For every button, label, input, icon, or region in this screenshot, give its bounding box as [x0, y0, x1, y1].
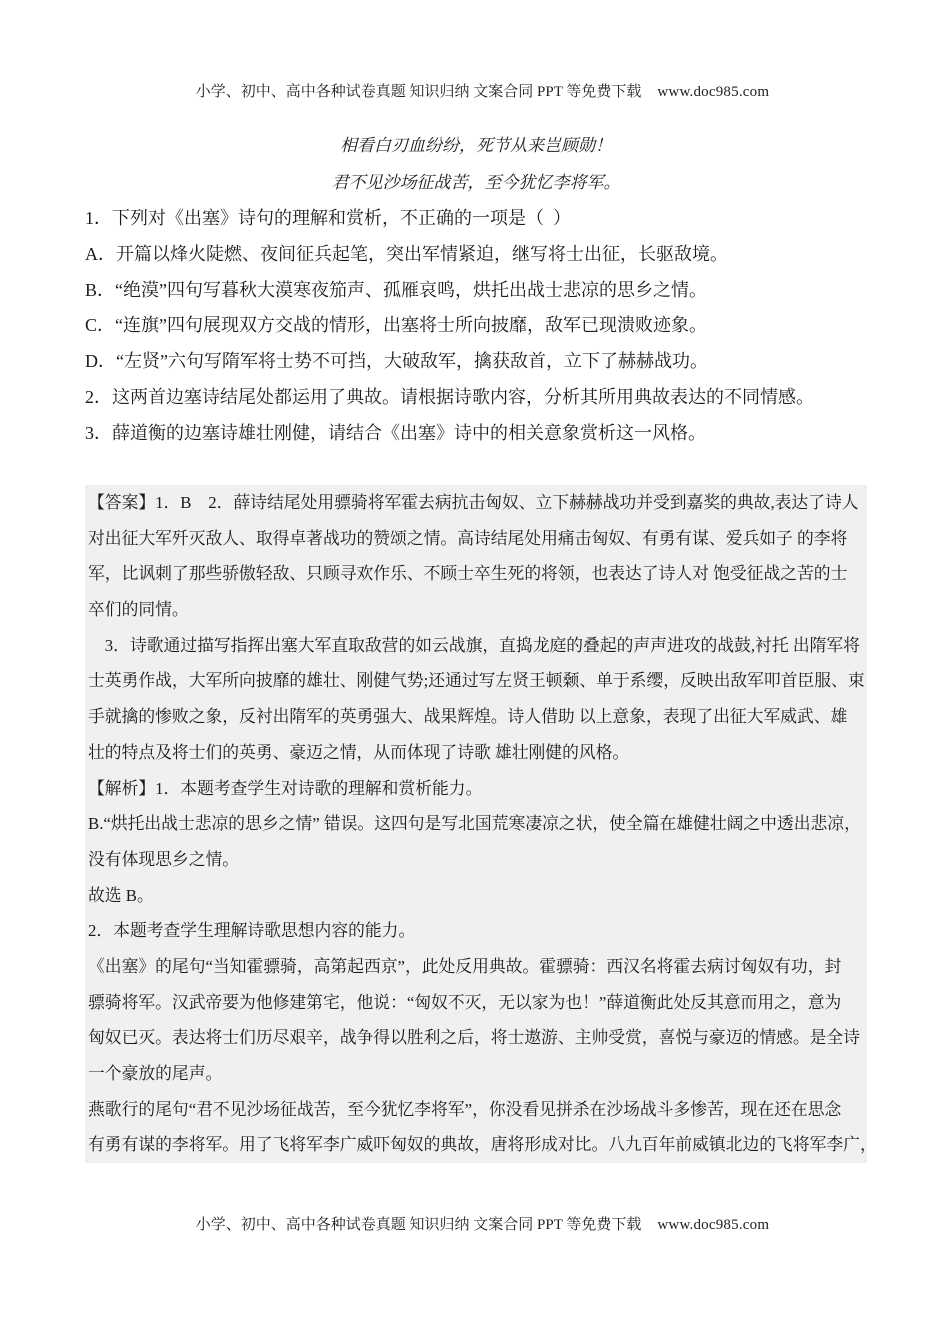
answer-line: 手就擒的惨败之象，反衬出隋军的英勇强大、战果辉煌。诗人借助 以上意象，表现了出征大军威武、雄	[88, 707, 848, 727]
answer-line: 《出塞》的尾句“当知霍骠骑，高第起西京”，此处反用典故。霍骠骑：西汉名将霍去病讨匈奴有功，封	[88, 956, 842, 976]
question-3: 3．薛道衡的边塞诗雄壮刚健，请结合《出塞》诗中的相关意象赏析这一风格。	[85, 422, 706, 443]
page-footer	[0, 1196, 950, 1251]
header-promo-text: 小学、初中、高中各种试卷真题 知识归纳 文案合同 PPT 等免费下载	[195, 84, 642, 100]
answer-line: 故选 B。	[88, 885, 154, 905]
question-1-option: B．“绝漠”四句写暮秋大漠寒夜笳声、孤雁哀鸣，烘托出战士悲凉的思乡之情。	[85, 279, 707, 300]
answer-line: 3．诗歌通过描写指挥出塞大军直取敌营的如云战旗，直捣龙庭的叠起的声声进攻的战鼓,衬托 出隋军将	[88, 635, 860, 655]
answer-line: 没有体现思乡之情。	[88, 849, 240, 869]
answer-line: 【答案】1．B 2．薛诗结尾处用骠骑将军霍去病抗击匈奴、立下赫赫战功并受到嘉奖的典故,表达了诗人	[88, 493, 859, 512]
question-1-option: A．开篇以烽火陡燃、夜间征兵起笔，突出军情紧迫，继写将士出征，长驱敌境。	[85, 243, 728, 264]
answer-line: 军，比讽刺了那些骄傲轻敌、只顾寻欢作乐、不顾士卒生死的将领，也表达了诗人对 饱受征战之苦的士	[88, 564, 848, 584]
header-url[interactable]: www.doc985.com	[657, 84, 770, 100]
question-2: 2．这两首边塞诗结尾处都运用了典故。请根据诗歌内容，分析其所用典故表达的不同情感。	[85, 386, 814, 407]
answer-line: 匈奴已灭。表达将士们历尽艰辛，战争得以胜利之后，将士遨游、主帅受赏，喜悦与豪迈的情感。是全诗	[88, 1028, 860, 1048]
answer-block	[85, 485, 877, 1163]
poem-line: 君不见沙场征战苦，至今犹忆李将军。	[331, 172, 621, 192]
footer-url[interactable]: www.doc985.com	[657, 1217, 770, 1233]
question-section	[85, 128, 867, 452]
answer-line: 对出征大军歼灭敌人、取得卓著战功的赞颂之情。高诗结尾处用痛击匈奴、有勇有谋、爱兵如子 的李将	[88, 528, 848, 548]
answer-line: 2．本题考查学生理解诗歌思想内容的能力。	[88, 921, 416, 941]
question-1-options	[85, 237, 867, 380]
answer-line: B.“烘托出战士悲凉的思乡之情” 错误。这四句是写北国荒寒凄凉之状，使全篇在雄健壮阔之中透出悲凉，	[88, 814, 861, 834]
poem-lines	[85, 128, 867, 201]
answer-line: 一个豪放的尾声。	[88, 1064, 223, 1083]
poem-line: 相看白刃血纷纷，死节从来岂顾勋！	[340, 136, 612, 155]
answer-line: 有勇有谋的李将军。用了飞将军李广威吓匈奴的典故，唐将形成对比。八九百年前威镇北边的飞将军李广，	[88, 1135, 877, 1155]
question-1-option: C．“连旗”四句展现双方交战的情形，出塞将士所向披靡，敌军已现溃败迹象。	[85, 315, 707, 336]
answer-line: 卒们的同情。	[88, 600, 189, 620]
page-header	[0, 63, 950, 118]
question-1-stem: 1．下列对《出塞》诗句的理解和赏析，不正确的一项是（ ）	[85, 208, 571, 228]
footer-promo-text: 小学、初中、高中各种试卷真题 知识归纳 文案合同 PPT 等免费下载	[195, 1217, 642, 1233]
answer-line: 【解析】1．本题考查学生对诗歌的理解和赏析能力。	[88, 778, 483, 798]
answer-line: 燕歌行的尾句“君不见沙场征战苦，至今犹忆李将军”，你没看见拼杀在沙场战斗多惨苦，现在还在思念	[88, 1099, 842, 1119]
answer-line: 骠骑将军。汉武帝要为他修建第宅，他说：“匈奴不灭，无以家为也！”薛道衡此处反其意而用之，意为	[88, 992, 842, 1012]
answer-line: 壮的特点及将士们的英勇、豪迈之情，从而体现了诗歌 雄壮刚健的风格。	[88, 742, 630, 762]
question-1-option: D．“左贤”六句写隋军将士势不可挡，大破敌军，擒获敌首，立下了赫赫战功。	[85, 351, 708, 372]
answer-line: 士英勇作战，大军所向披靡的雄壮、刚健气势;还通过写左贤王顿颡、单于系缨，反映出敌军叩首臣服、束	[88, 671, 865, 691]
